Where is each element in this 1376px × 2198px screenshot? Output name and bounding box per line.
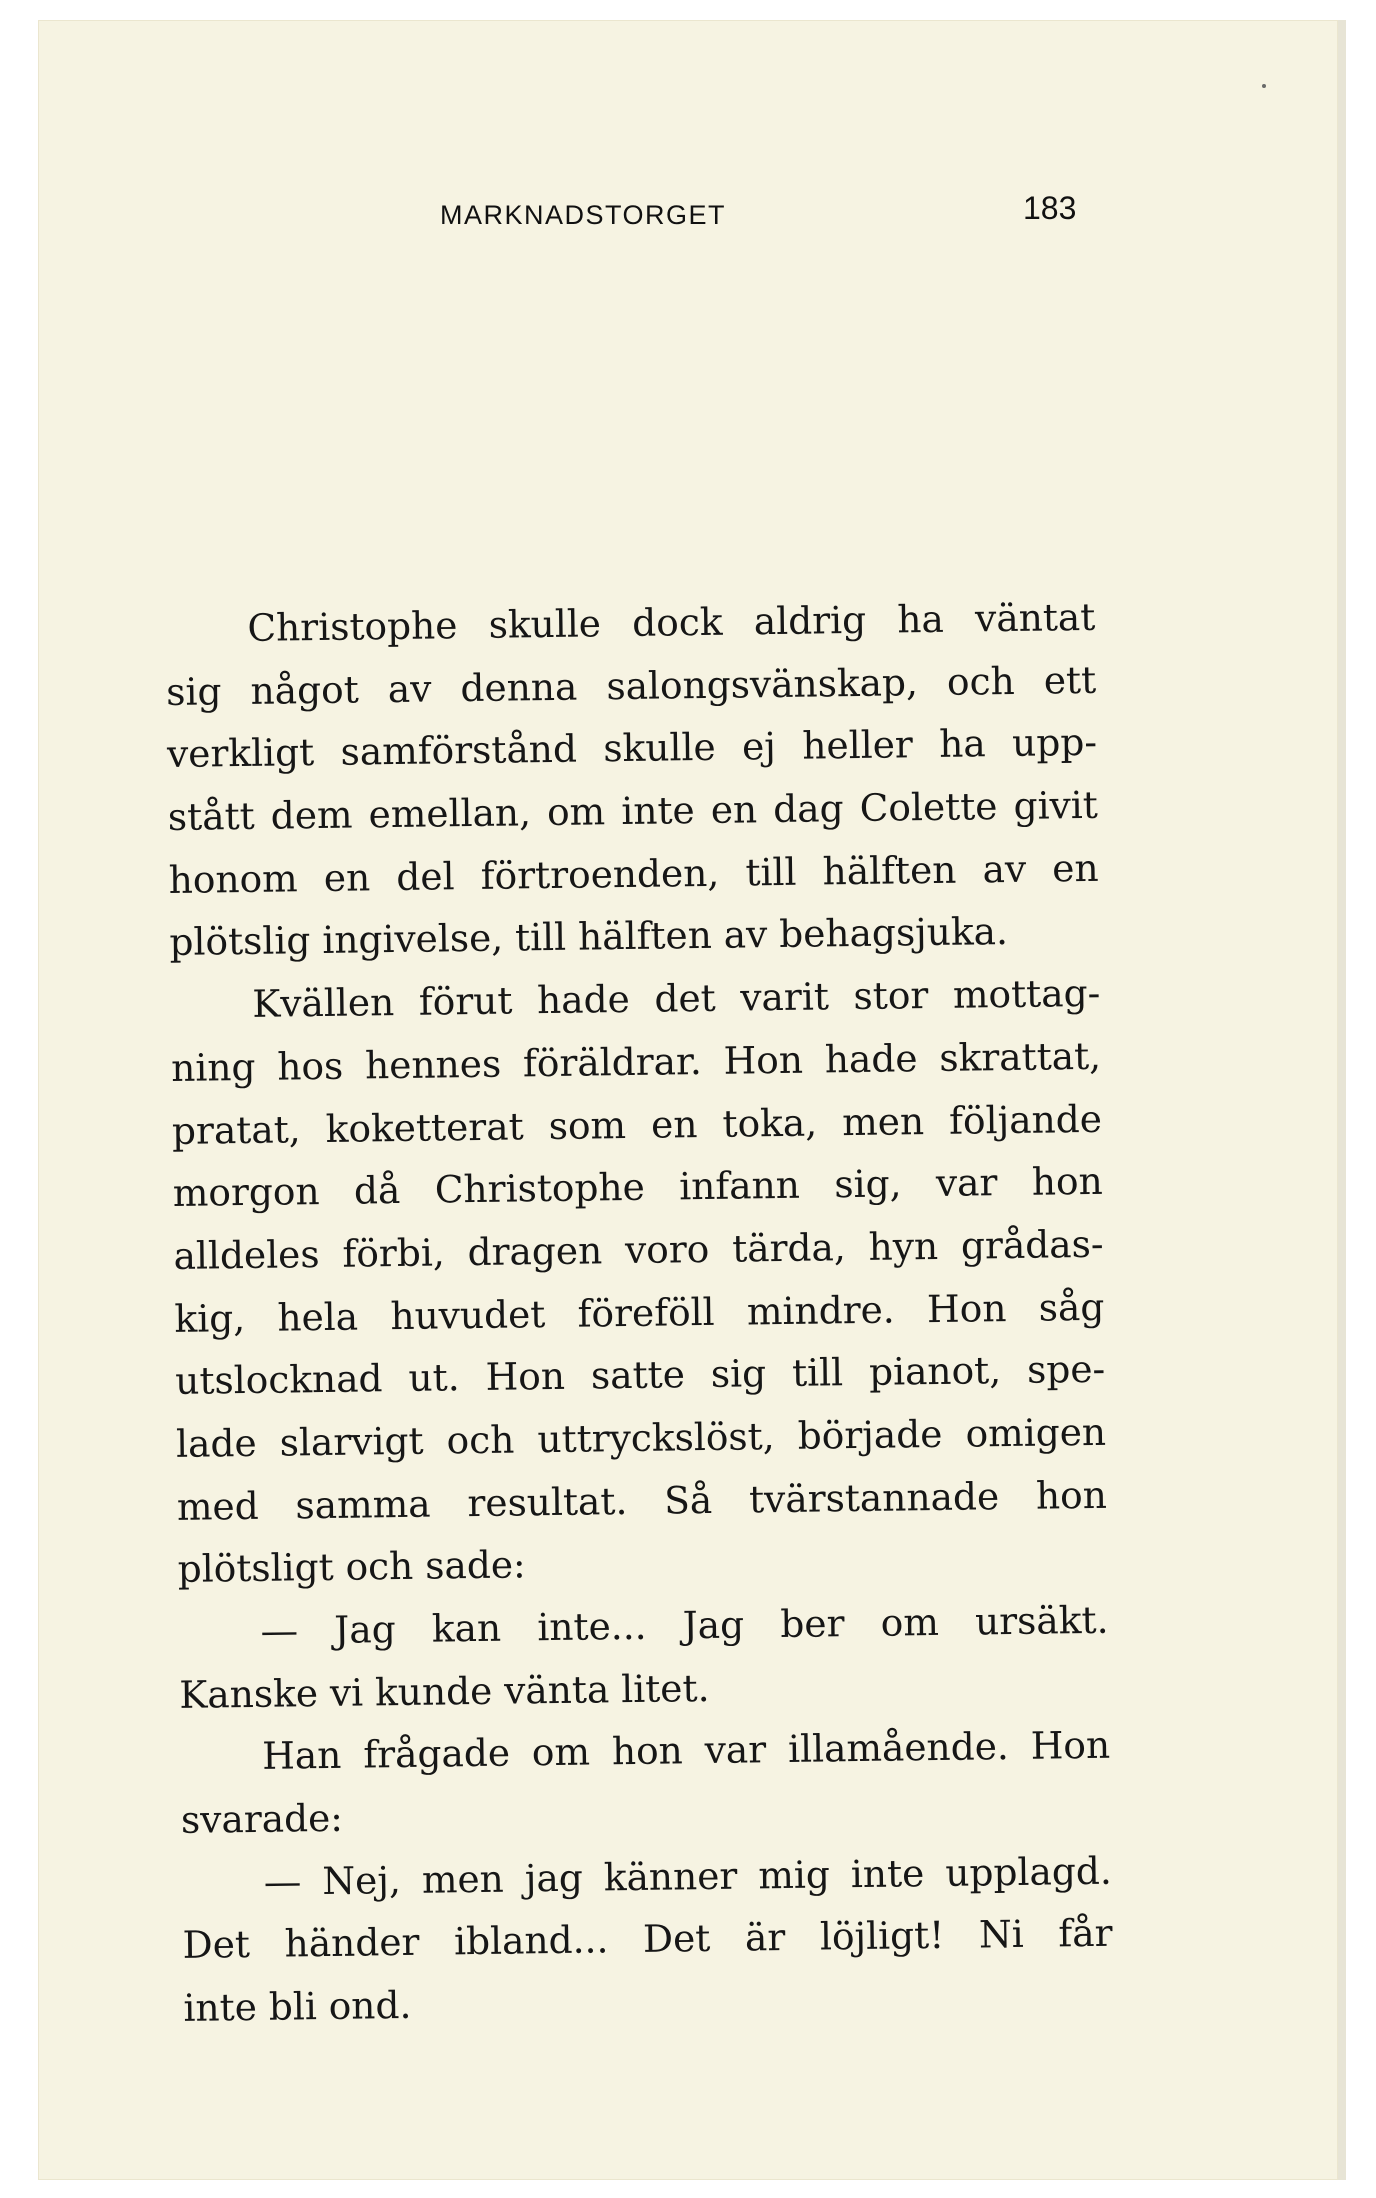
text-line: med samma resultat. Så tvärstannade hon [176, 1472, 1108, 1529]
text-line: sig något av denna salongsvänskap, och ett [165, 657, 1097, 714]
text-line: plötsligt och sade: [177, 1542, 526, 1592]
text-line: pratat, koketterat som en toka, men följande [171, 1096, 1103, 1153]
page-number: 183 [1023, 190, 1077, 226]
text-line: — Jag kan inte... Jag ber om ursäkt. [260, 1597, 1109, 1653]
paper-speck [1262, 84, 1266, 88]
text-line: Kanske vi kunde vänta litet. [179, 1665, 710, 1717]
text-line: morgon då Christophe infann sig, var hon [172, 1158, 1103, 1216]
page-edge [1338, 20, 1346, 2180]
text-line: plötslig ingivelse, till hälften av behagsjuka. [169, 909, 1009, 965]
text-line: alldeles förbi, dragen voro tärda, hyn grådas- [173, 1221, 1104, 1278]
text-line: svarade: [180, 1795, 344, 1842]
text-line: inte bli ond. [183, 1983, 412, 2031]
running-head: MARKNADSTORGET [440, 200, 727, 230]
text-line: honom en del förtroenden, till hälften av en [168, 845, 1099, 902]
text-line: Christophe skulle dock aldrig ha väntat [247, 594, 1096, 650]
text-line: stått dem emellan, om inte en dag Colette givit [167, 782, 1099, 840]
text-line: verkligt samförstånd skulle ej heller ha upp- [166, 720, 1098, 777]
text-line: ning hos hennes föräldrar. Hon hade skrattat, [170, 1033, 1102, 1090]
text-line: Det händer ibland... Det är löjligt! Ni får [182, 1911, 1113, 1968]
text-line: — Nej, men jag känner mig inte upplagd. [263, 1848, 1113, 1904]
text-line: Han frågade om hon var illamående. Hon [261, 1723, 1111, 1779]
text-line: kig, hela huvudet föreföll mindre. Hon såg [174, 1284, 1105, 1341]
text-line: Kvällen förut hade det varit stor mottag- [252, 970, 1101, 1027]
text-line: lade slarvigt och uttryckslöst, började omigen [175, 1409, 1107, 1466]
body-text [165, 586, 1114, 2040]
text-line: utslocknad ut. Hon satte sig till pianot, spe- [174, 1347, 1106, 1404]
